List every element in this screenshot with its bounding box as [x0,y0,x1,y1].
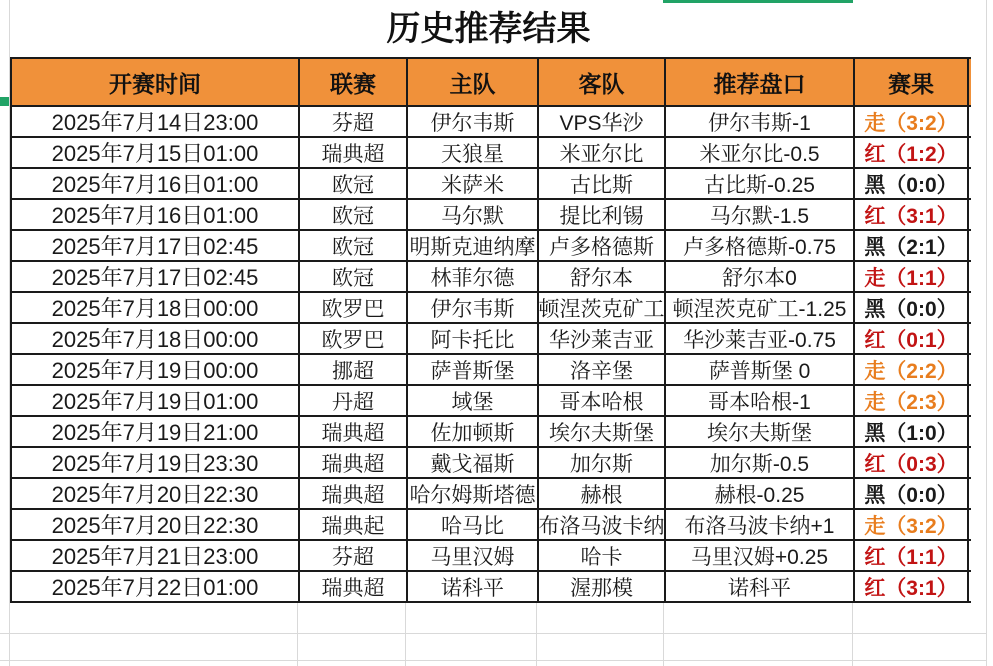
cell-away-team[interactable]: 华沙莱吉亚 [539,324,666,353]
cell-home-team[interactable]: 天狼星 [408,138,539,167]
cell-away-team[interactable]: 渥那模 [539,572,666,601]
cell-result[interactable]: 红（0:1） [855,324,969,353]
cell-home-team[interactable]: 米萨米 [408,169,539,198]
cell-away-team[interactable]: 布洛马波卡纳 [539,510,666,539]
header-handicap[interactable]: 推荐盘口 [666,59,855,105]
cell-league[interactable]: 瑞典超 [300,479,408,508]
cell-league[interactable]: 欧罗巴 [300,324,408,353]
cell-match-time[interactable]: 2025年7月19日23:30 [12,448,300,477]
cell-recommended-handicap[interactable]: 加尔斯-0.5 [666,448,855,477]
table-body [12,107,971,603]
sheet-gridline-horizontal [0,633,987,634]
cell-result[interactable]: 红（1:2） [855,138,969,167]
cell-league[interactable]: 芬超 [300,107,408,136]
cell-away-team[interactable]: 顿涅茨克矿工 [539,293,666,322]
sheet-gridline-vertical [405,603,406,666]
cell-away-team[interactable]: 赫根 [539,479,666,508]
cell-match-time[interactable]: 2025年7月18日00:00 [12,293,300,322]
cell-league[interactable]: 瑞典起 [300,510,408,539]
table-row [12,293,971,324]
cell-league[interactable]: 瑞典超 [300,572,408,601]
cell-home-team[interactable]: 马尔默 [408,200,539,229]
table-row [12,448,971,479]
cell-result[interactable]: 黑（0:0） [855,479,969,508]
cell-match-time[interactable]: 2025年7月19日01:00 [12,386,300,415]
table-row [12,262,971,293]
table-row [12,169,971,200]
sheet-gridline-vertical [663,603,664,666]
cell-recommended-handicap[interactable]: 华沙莱吉亚-0.75 [666,324,855,353]
cell-match-time[interactable]: 2025年7月20日22:30 [12,510,300,539]
cell-home-team[interactable]: 萨普斯堡 [408,355,539,384]
table-row [12,138,971,169]
cell-match-time[interactable]: 2025年7月17日02:45 [12,262,300,291]
cell-match-time[interactable]: 2025年7月18日00:00 [12,324,300,353]
cell-match-time[interactable]: 2025年7月17日02:45 [12,231,300,260]
cell-league[interactable]: 欧冠 [300,200,408,229]
table-header-row [12,59,971,107]
cell-match-time[interactable]: 2025年7月22日01:00 [12,572,300,601]
cell-home-team[interactable]: 诺科平 [408,572,539,601]
cell-result[interactable]: 红（0:3） [855,448,969,477]
cell-home-team[interactable]: 林菲尔德 [408,262,539,291]
cell-result[interactable]: 黑（2:1） [855,231,969,260]
header-home-team[interactable]: 主队 [408,59,539,105]
sheet-gridline-vertical [536,603,537,666]
header-result[interactable]: 赛果 [855,59,969,105]
cell-home-team[interactable]: 戴戈福斯 [408,448,539,477]
cell-recommended-handicap[interactable]: 布洛马波卡纳+1 [666,510,855,539]
cell-recommended-handicap[interactable]: 米亚尔比-0.5 [666,138,855,167]
sheet-gridline-horizontal [0,660,987,661]
cell-result[interactable]: 走（1:1） [855,262,969,291]
header-league[interactable]: 联赛 [300,59,408,105]
results-table [10,57,971,603]
sheet-gridline-vertical [852,603,853,666]
cell-match-time[interactable]: 2025年7月20日22:30 [12,479,300,508]
cell-recommended-handicap[interactable]: 舒尔本0 [666,262,855,291]
cell-match-time[interactable]: 2025年7月19日21:00 [12,417,300,446]
cell-home-team[interactable]: 哈尔姆斯塔德 [408,479,539,508]
cell-home-team[interactable]: 马里汉姆 [408,541,539,570]
cell-away-team[interactable]: 哥本哈根 [539,386,666,415]
cell-league[interactable]: 瑞典超 [300,138,408,167]
cell-league[interactable]: 欧冠 [300,231,408,260]
table-row [12,355,971,386]
cell-home-team[interactable]: 佐加顿斯 [408,417,539,446]
cell-recommended-handicap[interactable]: 卢多格德斯-0.75 [666,231,855,260]
cell-league[interactable]: 欧冠 [300,169,408,198]
cell-away-team[interactable]: 提比利锡 [539,200,666,229]
cell-home-team[interactable]: 哈马比 [408,510,539,539]
cell-away-team[interactable]: 舒尔本 [539,262,666,291]
cell-away-team[interactable]: 加尔斯 [539,448,666,477]
cell-recommended-handicap[interactable]: 赫根-0.25 [666,479,855,508]
table-row [12,107,971,138]
table-row [12,200,971,231]
cell-result[interactable]: 黑（0:0） [855,293,969,322]
cell-result[interactable]: 走（2:2） [855,355,969,384]
cell-result[interactable]: 红（3:1） [855,200,969,229]
table-row [12,386,971,417]
table-row [12,479,971,510]
cell-away-team[interactable]: VPS华沙 [539,107,666,136]
cell-away-team[interactable]: 埃尔夫斯堡 [539,417,666,446]
sheet-gridline-vertical-right [986,0,987,666]
cell-recommended-handicap[interactable]: 马里汉姆+0.25 [666,541,855,570]
cell-league[interactable]: 瑞典超 [300,417,408,446]
cell-recommended-handicap[interactable]: 顿涅茨克矿工-1.25 [666,293,855,322]
cell-recommended-handicap[interactable]: 马尔默-1.5 [666,200,855,229]
cell-result[interactable]: 黑（1:0） [855,417,969,446]
cell-result[interactable]: 走（3:2） [855,510,969,539]
cell-recommended-handicap[interactable]: 萨普斯堡 0 [666,355,855,384]
cell-result[interactable]: 黑（0:0） [855,169,969,198]
cell-match-time[interactable]: 2025年7月21日23:00 [12,541,300,570]
cell-match-time[interactable]: 2025年7月14日23:00 [12,107,300,136]
cell-home-team[interactable]: 伊尔韦斯 [408,293,539,322]
table-row [12,510,971,541]
cell-league[interactable]: 丹超 [300,386,408,415]
table-row [12,417,971,448]
cell-result[interactable]: 红（3:1） [855,572,969,601]
cell-away-team[interactable]: 洛辛堡 [539,355,666,384]
table-row [12,541,971,572]
cell-match-time[interactable]: 2025年7月16日01:00 [12,200,300,229]
page-title: 历史推荐结果 [386,10,591,48]
cell-match-time[interactable]: 2025年7月19日00:00 [12,355,300,384]
green-accent-left-mark [0,97,9,106]
cell-league[interactable]: 欧冠 [300,262,408,291]
cell-recommended-handicap[interactable]: 诺科平 [666,572,855,601]
cell-home-team[interactable]: 阿卡托比 [408,324,539,353]
cell-result[interactable]: 走（3:2） [855,107,969,136]
cell-recommended-handicap[interactable]: 埃尔夫斯堡 [666,417,855,446]
table-row [12,572,971,603]
cell-match-time[interactable]: 2025年7月15日01:00 [12,138,300,167]
cell-match-time[interactable]: 2025年7月16日01:00 [12,169,300,198]
table-row [12,324,971,355]
cell-away-team[interactable]: 古比斯 [539,169,666,198]
cell-home-team[interactable]: 伊尔韦斯 [408,107,539,136]
header-match-time[interactable]: 开赛时间 [12,59,300,105]
header-away-team[interactable]: 客队 [539,59,666,105]
cell-result[interactable]: 走（2:3） [855,386,969,415]
cell-league[interactable]: 芬超 [300,541,408,570]
sheet-gridline-vertical [297,603,298,666]
cell-away-team[interactable]: 哈卡 [539,541,666,570]
cell-home-team[interactable]: 域堡 [408,386,539,415]
cell-away-team[interactable]: 卢多格德斯 [539,231,666,260]
cell-recommended-handicap[interactable]: 哥本哈根-1 [666,386,855,415]
cell-recommended-handicap[interactable]: 伊尔韦斯-1 [666,107,855,136]
cell-result[interactable]: 红（1:1） [855,541,969,570]
cell-league[interactable]: 欧罗巴 [300,293,408,322]
cell-recommended-handicap[interactable]: 古比斯-0.25 [666,169,855,198]
table-row [12,231,971,262]
cell-home-team[interactable]: 明斯克迪纳摩 [408,231,539,260]
cell-away-team[interactable]: 米亚尔比 [539,138,666,167]
cell-league[interactable]: 瑞典超 [300,448,408,477]
cell-league[interactable]: 挪超 [300,355,408,384]
